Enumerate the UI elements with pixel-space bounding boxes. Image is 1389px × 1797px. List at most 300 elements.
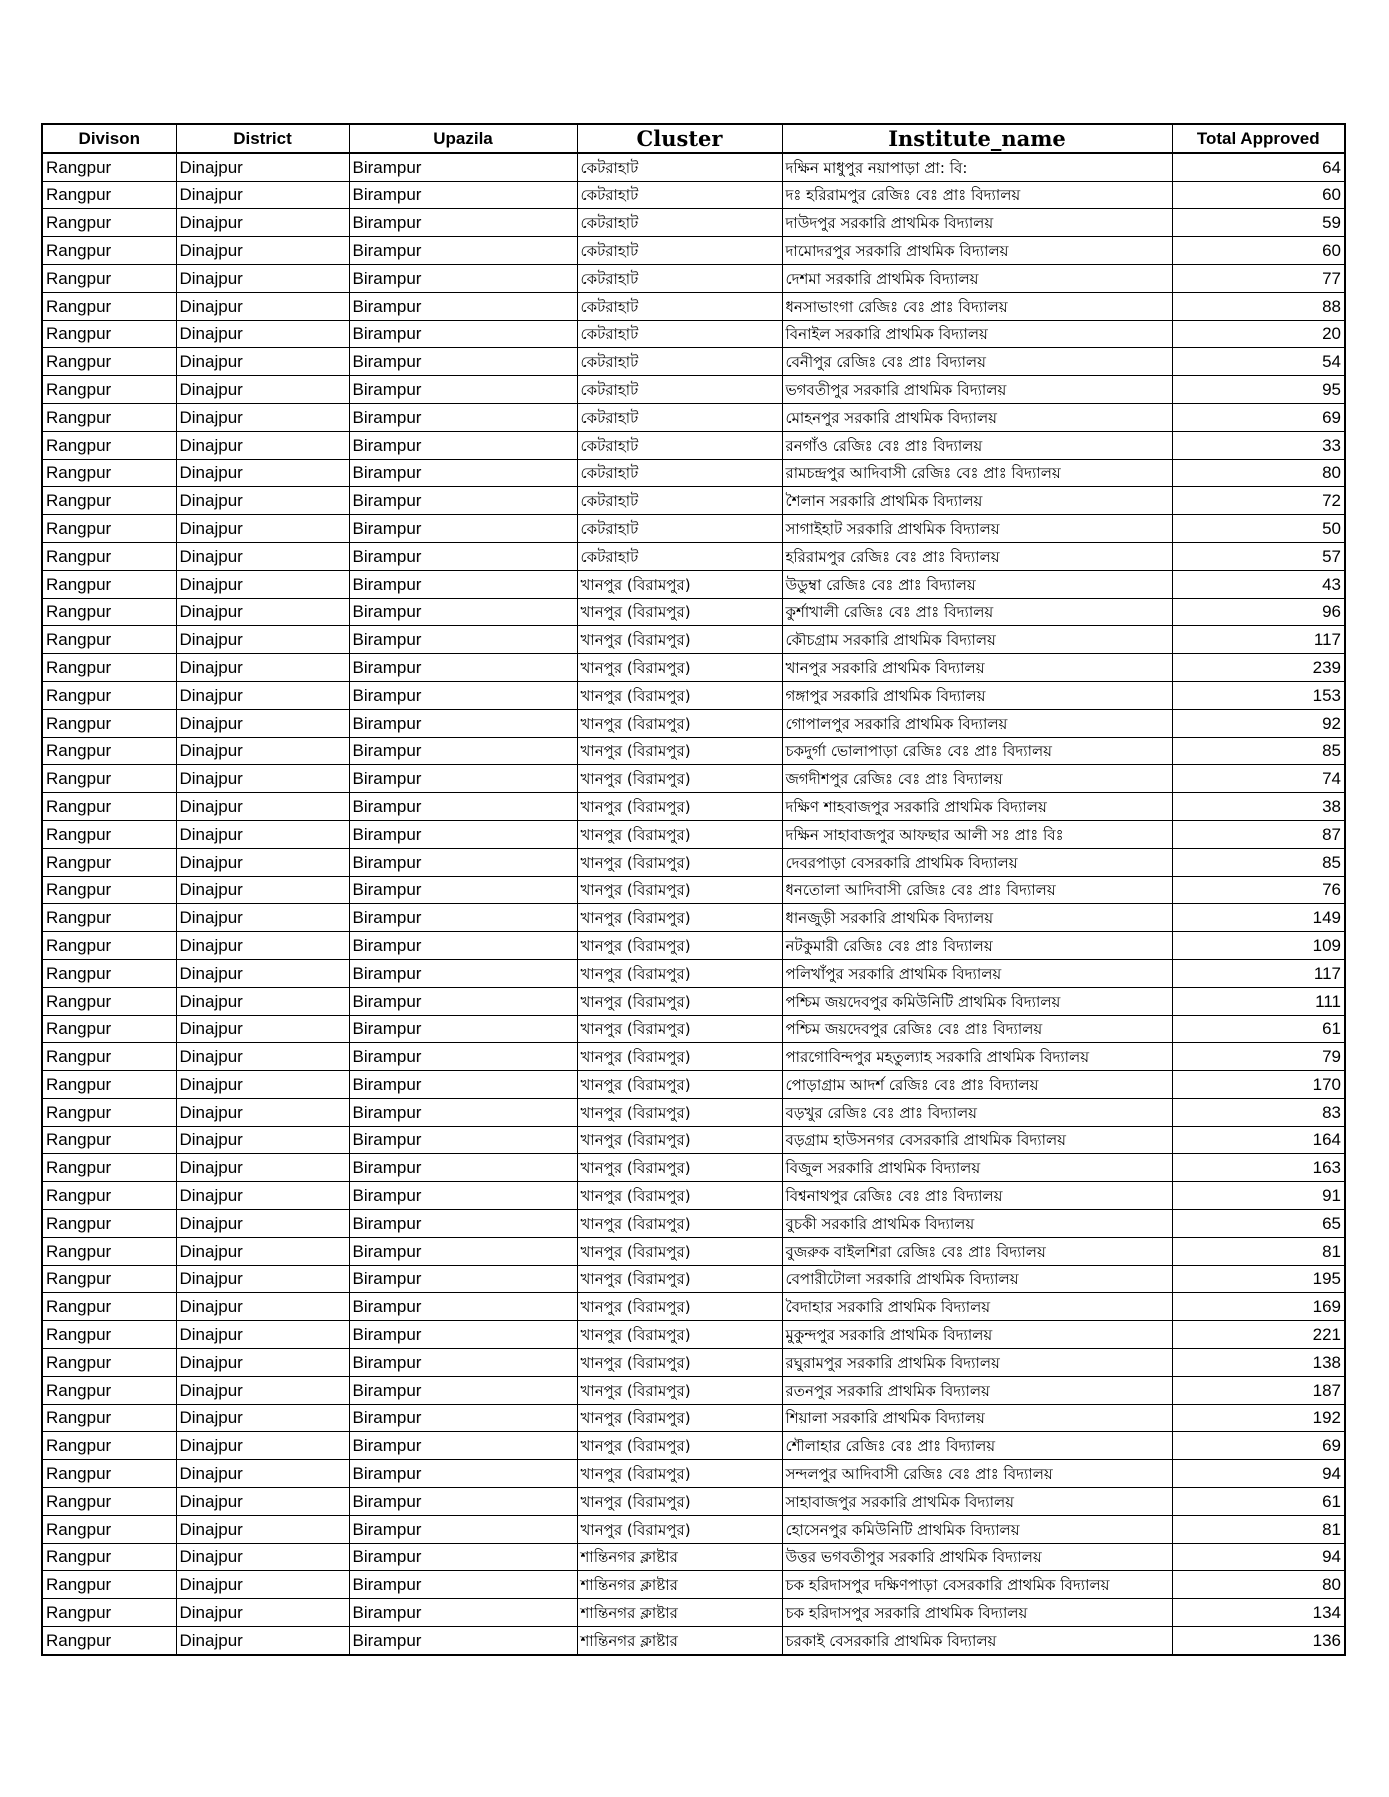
institute-name-cell: বড়গ্রাম হাউসনগর বেসরকারি প্রাথমিক বিদ্যালয় (782, 1126, 1172, 1154)
division-cell: Rangpur (42, 1071, 176, 1099)
cluster-cell: কেটরাহাট (577, 209, 782, 237)
cluster-cell: কেটরাহাট (577, 431, 782, 459)
institute-name-cell: মোহনপুর সরকারি প্রাথমিক বিদ্যালয় (782, 403, 1172, 431)
district-cell: Dinajpur (176, 793, 349, 821)
district-cell: Dinajpur (176, 876, 349, 904)
table-row (42, 654, 1345, 682)
cluster-cell: খানপুর (বিরামপুর) (577, 598, 782, 626)
division-cell: Rangpur (42, 1126, 176, 1154)
upazila-cell: Birampur (349, 542, 577, 570)
upazila-cell: Birampur (349, 459, 577, 487)
cluster-cell: খানপুর (বিরামপুর) (577, 1154, 782, 1182)
table-row (42, 932, 1345, 960)
division-cell: Rangpur (42, 515, 176, 543)
total-approved-cell: 239 (1172, 654, 1345, 682)
division-cell: Rangpur (42, 654, 176, 682)
cluster-cell: খানপুর (বিরামপুর) (577, 848, 782, 876)
division-cell: Rangpur (42, 1571, 176, 1599)
division-cell: Rangpur (42, 626, 176, 654)
total-approved-cell: 117 (1172, 626, 1345, 654)
cluster-cell: খানপুর (বিরামপুর) (577, 681, 782, 709)
upazila-cell: Birampur (349, 820, 577, 848)
header-institute-name: Institute_name (782, 124, 1172, 153)
cluster-cell: খানপুর (বিরামপুর) (577, 1432, 782, 1460)
cluster-cell: কেটরাহাট (577, 487, 782, 515)
cluster-cell: খানপুর (বিরামপুর) (577, 709, 782, 737)
district-cell: Dinajpur (176, 626, 349, 654)
district-cell: Dinajpur (176, 1182, 349, 1210)
upazila-cell: Birampur (349, 348, 577, 376)
cluster-cell: খানপুর (বিরামপুর) (577, 1265, 782, 1293)
institute-name-cell: দক্ষিন সাহাবাজপুর আফছার আলী সঃ প্রাঃ বিঃ (782, 820, 1172, 848)
cluster-cell: খানপুর (বিরামপুর) (577, 820, 782, 848)
table-row (42, 1349, 1345, 1377)
cluster-cell: কেটরাহাট (577, 459, 782, 487)
cluster-cell: শান্তিনগর ক্লাষ্টার (577, 1543, 782, 1571)
total-approved-cell: 69 (1172, 403, 1345, 431)
institute-name-cell: বেনীপুর রেজিঃ বেঃ প্রাঃ বিদ্যালয় (782, 348, 1172, 376)
header-upazila: Upazila (349, 124, 577, 153)
division-cell: Rangpur (42, 1349, 176, 1377)
cluster-cell: শান্তিনগর ক্লাষ্টার (577, 1599, 782, 1627)
institute-name-cell: পলিখাঁপুর সরকারি প্রাথমিক বিদ্যালয় (782, 959, 1172, 987)
institute-name-cell: ধনতোলা আদিবাসী রেজিঃ বেঃ প্রাঃ বিদ্যালয় (782, 876, 1172, 904)
table-row (42, 403, 1345, 431)
division-cell: Rangpur (42, 542, 176, 570)
district-cell: Dinajpur (176, 1432, 349, 1460)
table-row (42, 348, 1345, 376)
total-approved-cell: 79 (1172, 1043, 1345, 1071)
upazila-cell: Birampur (349, 765, 577, 793)
cluster-cell: খানপুর (বিরামপুর) (577, 1293, 782, 1321)
district-cell: Dinajpur (176, 264, 349, 292)
institute-name-cell: শৌলাহার রেজিঃ বেঃ প্রাঃ বিদ্যালয় (782, 1432, 1172, 1460)
upazila-cell: Birampur (349, 1627, 577, 1655)
district-cell: Dinajpur (176, 1571, 349, 1599)
cluster-cell: কেটরাহাট (577, 348, 782, 376)
upazila-cell: Birampur (349, 626, 577, 654)
division-cell: Rangpur (42, 737, 176, 765)
institute-name-cell: ভগবতীপুর সরকারি প্রাথমিক বিদ্যালয় (782, 376, 1172, 404)
division-cell: Rangpur (42, 320, 176, 348)
cluster-cell: খানপুর (বিরামপুর) (577, 1071, 782, 1099)
total-approved-cell: 61 (1172, 1015, 1345, 1043)
table-row (42, 1571, 1345, 1599)
district-cell: Dinajpur (176, 1321, 349, 1349)
division-cell: Rangpur (42, 1543, 176, 1571)
cluster-cell: কেটরাহাট (577, 320, 782, 348)
district-cell: Dinajpur (176, 709, 349, 737)
institute-name-cell: দাউদপুর সরকারি প্রাথমিক বিদ্যালয় (782, 209, 1172, 237)
district-cell: Dinajpur (176, 1376, 349, 1404)
table-row (42, 1154, 1345, 1182)
division-cell: Rangpur (42, 1376, 176, 1404)
table-row (42, 598, 1345, 626)
institute-name-cell: সাহাবাজপুর সরকারি প্রাথমিক বিদ্যালয় (782, 1488, 1172, 1516)
district-cell: Dinajpur (176, 1237, 349, 1265)
upazila-cell: Birampur (349, 1376, 577, 1404)
table-row (42, 793, 1345, 821)
total-approved-cell: 195 (1172, 1265, 1345, 1293)
cluster-cell: শান্তিনগর ক্লাষ্টার (577, 1627, 782, 1655)
cluster-cell: খানপুর (বিরামপুর) (577, 959, 782, 987)
institute-name-cell: বৈদাহার সরকারি প্রাথমিক বিদ্যালয় (782, 1293, 1172, 1321)
upazila-cell: Birampur (349, 737, 577, 765)
institute-name-cell: বড়খুর রেজিঃ বেঃ প্রাঃ বিদ্যালয় (782, 1098, 1172, 1126)
cluster-cell: শান্তিনগর ক্লাষ্টার (577, 1571, 782, 1599)
upazila-cell: Birampur (349, 1432, 577, 1460)
total-approved-cell: 83 (1172, 1098, 1345, 1126)
upazila-cell: Birampur (349, 1126, 577, 1154)
institute-name-cell: শিয়ালা সরকারি প্রাথমিক বিদ্যালয় (782, 1404, 1172, 1432)
district-cell: Dinajpur (176, 765, 349, 793)
district-cell: Dinajpur (176, 820, 349, 848)
total-approved-cell: 96 (1172, 598, 1345, 626)
upazila-cell: Birampur (349, 1154, 577, 1182)
total-approved-cell: 33 (1172, 431, 1345, 459)
total-approved-cell: 85 (1172, 737, 1345, 765)
upazila-cell: Birampur (349, 987, 577, 1015)
header-row (42, 124, 1345, 153)
district-cell: Dinajpur (176, 1043, 349, 1071)
cluster-cell: খানপুর (বিরামপুর) (577, 626, 782, 654)
header-division: Divison (42, 124, 176, 153)
district-cell: Dinajpur (176, 153, 349, 181)
institute-name-cell: দক্ষিণ শাহবাজপুর সরকারি প্রাথমিক বিদ্যালয় (782, 793, 1172, 821)
total-approved-cell: 20 (1172, 320, 1345, 348)
institute-name-cell: দামোদরপুর সরকারি প্রাথমিক বিদ্যালয় (782, 237, 1172, 265)
division-cell: Rangpur (42, 1515, 176, 1543)
cluster-cell: কেটরাহাট (577, 376, 782, 404)
institute-name-cell: রামচন্দ্রপুর আদিবাসী রেজিঃ বেঃ প্রাঃ বিদ্যালয় (782, 459, 1172, 487)
table-row (42, 1237, 1345, 1265)
cluster-cell: খানপুর (বিরামপুর) (577, 1015, 782, 1043)
institute-name-cell: মুকুন্দপুর সরকারি প্রাথমিক বিদ্যালয় (782, 1321, 1172, 1349)
institute-name-cell: রতনপুর সরকারি প্রাথমিক বিদ্যালয় (782, 1376, 1172, 1404)
total-approved-cell: 109 (1172, 932, 1345, 960)
table-row (42, 709, 1345, 737)
cluster-cell: কেটরাহাট (577, 403, 782, 431)
table-row (42, 431, 1345, 459)
cluster-cell: কেটরাহাট (577, 515, 782, 543)
institute-name-cell: উডুম্বা রেজিঃ বেঃ প্রাঃ বিদ্যালয় (782, 570, 1172, 598)
total-approved-cell: 134 (1172, 1599, 1345, 1627)
district-cell: Dinajpur (176, 487, 349, 515)
total-approved-cell: 64 (1172, 153, 1345, 181)
division-cell: Rangpur (42, 904, 176, 932)
header-district: District (176, 124, 349, 153)
cluster-cell: খানপুর (বিরামপুর) (577, 1237, 782, 1265)
division-cell: Rangpur (42, 487, 176, 515)
division-cell: Rangpur (42, 1599, 176, 1627)
district-cell: Dinajpur (176, 848, 349, 876)
district-cell: Dinajpur (176, 1515, 349, 1543)
cluster-cell: খানপুর (বিরামপুর) (577, 987, 782, 1015)
total-approved-cell: 80 (1172, 459, 1345, 487)
district-cell: Dinajpur (176, 654, 349, 682)
total-approved-cell: 192 (1172, 1404, 1345, 1432)
total-approved-cell: 138 (1172, 1349, 1345, 1377)
institute-name-cell: কৌচগ্রাম সরকারি প্রাথমিক বিদ্যালয় (782, 626, 1172, 654)
institute-name-cell: বুচকী সরকারি প্রাথমিক বিদ্যালয় (782, 1210, 1172, 1238)
upazila-cell: Birampur (349, 1293, 577, 1321)
institute-name-cell: হরিরামপুর রেজিঃ বেঃ প্রাঃ বিদ্যালয় (782, 542, 1172, 570)
total-approved-cell: 50 (1172, 515, 1345, 543)
district-cell: Dinajpur (176, 320, 349, 348)
division-cell: Rangpur (42, 1627, 176, 1655)
cluster-cell: কেটরাহাট (577, 542, 782, 570)
division-cell: Rangpur (42, 431, 176, 459)
division-cell: Rangpur (42, 1321, 176, 1349)
total-approved-cell: 74 (1172, 765, 1345, 793)
cluster-cell: কেটরাহাট (577, 264, 782, 292)
table-row (42, 959, 1345, 987)
upazila-cell: Birampur (349, 598, 577, 626)
table-row (42, 1515, 1345, 1543)
upazila-cell: Birampur (349, 181, 577, 209)
division-cell: Rangpur (42, 1488, 176, 1516)
table-row (42, 320, 1345, 348)
institute-name-cell: দেশমা সরকারি প্রাথমিক বিদ্যালয় (782, 264, 1172, 292)
division-cell: Rangpur (42, 848, 176, 876)
total-approved-cell: 43 (1172, 570, 1345, 598)
total-approved-cell: 94 (1172, 1460, 1345, 1488)
upazila-cell: Birampur (349, 376, 577, 404)
institute-name-cell: উত্তর ভগবতীপুর সরকারি প্রাথমিক বিদ্যালয় (782, 1543, 1172, 1571)
division-cell: Rangpur (42, 876, 176, 904)
cluster-cell: খানপুর (বিরামপুর) (577, 1488, 782, 1516)
district-cell: Dinajpur (176, 431, 349, 459)
upazila-cell: Birampur (349, 1098, 577, 1126)
institute-name-cell: ধনসাভাংগা রেজিঃ বেঃ প্রাঃ বিদ্যালয় (782, 292, 1172, 320)
institute-name-cell: পোড়াগ্রাম আদর্শ রেজিঃ বেঃ প্রাঃ বিদ্যালয় (782, 1071, 1172, 1099)
total-approved-cell: 61 (1172, 1488, 1345, 1516)
district-cell: Dinajpur (176, 348, 349, 376)
upazila-cell: Birampur (349, 1321, 577, 1349)
table-row (42, 1543, 1345, 1571)
total-approved-cell: 77 (1172, 264, 1345, 292)
table-row (42, 487, 1345, 515)
upazila-cell: Birampur (349, 904, 577, 932)
division-cell: Rangpur (42, 765, 176, 793)
total-approved-cell: 38 (1172, 793, 1345, 821)
upazila-cell: Birampur (349, 570, 577, 598)
upazila-cell: Birampur (349, 848, 577, 876)
institute-name-cell: শৈলান সরকারি প্রাথমিক বিদ্যালয় (782, 487, 1172, 515)
upazila-cell: Birampur (349, 1349, 577, 1377)
upazila-cell: Birampur (349, 431, 577, 459)
cluster-cell: খানপুর (বিরামপুর) (577, 765, 782, 793)
district-cell: Dinajpur (176, 1071, 349, 1099)
total-approved-cell: 88 (1172, 292, 1345, 320)
division-cell: Rangpur (42, 237, 176, 265)
institute-name-cell: দঃ হরিরামপুর রেজিঃ বেঃ প্রাঃ বিদ্যালয় (782, 181, 1172, 209)
cluster-cell: খানপুর (বিরামপুর) (577, 1460, 782, 1488)
cluster-cell: খানপুর (বিরামপুর) (577, 1376, 782, 1404)
upazila-cell: Birampur (349, 1182, 577, 1210)
table-row (42, 1071, 1345, 1099)
cluster-cell: কেটরাহাট (577, 181, 782, 209)
table-row (42, 459, 1345, 487)
institute-name-cell: দেবরপাড়া বেসরকারি প্রাথমিক বিদ্যালয় (782, 848, 1172, 876)
institute-name-cell: গোপালপুর সরকারি প্রাথমিক বিদ্যালয় (782, 709, 1172, 737)
table-row (42, 1488, 1345, 1516)
table-row (42, 1293, 1345, 1321)
total-approved-cell: 60 (1172, 237, 1345, 265)
upazila-cell: Birampur (349, 1404, 577, 1432)
table-row (42, 1210, 1345, 1238)
cluster-cell: খানপুর (বিরামপুর) (577, 932, 782, 960)
upazila-cell: Birampur (349, 654, 577, 682)
division-cell: Rangpur (42, 1432, 176, 1460)
institute-name-cell: ধানজুড়ী সরকারি প্রাথমিক বিদ্যালয় (782, 904, 1172, 932)
total-approved-cell: 149 (1172, 904, 1345, 932)
district-cell: Dinajpur (176, 1460, 349, 1488)
division-cell: Rangpur (42, 1404, 176, 1432)
upazila-cell: Birampur (349, 1543, 577, 1571)
district-cell: Dinajpur (176, 681, 349, 709)
cluster-cell: খানপুর (বিরামপুর) (577, 1126, 782, 1154)
header-total-approved: Total Approved (1172, 124, 1345, 153)
table-row (42, 904, 1345, 932)
institute-name-cell: বেপারীটোলা সরকারি প্রাথমিক বিদ্যালয় (782, 1265, 1172, 1293)
division-cell: Rangpur (42, 709, 176, 737)
total-approved-cell: 54 (1172, 348, 1345, 376)
table-row (42, 848, 1345, 876)
district-cell: Dinajpur (176, 459, 349, 487)
table-row (42, 626, 1345, 654)
institute-name-cell: বিশ্বনাথপুর রেজিঃ বেঃ প্রাঃ বিদ্যালয় (782, 1182, 1172, 1210)
institute-name-cell: জগদীশপুর রেজিঃ বেঃ প্রাঃ বিদ্যালয় (782, 765, 1172, 793)
total-approved-cell: 163 (1172, 1154, 1345, 1182)
upazila-cell: Birampur (349, 1488, 577, 1516)
upazila-cell: Birampur (349, 209, 577, 237)
division-cell: Rangpur (42, 403, 176, 431)
institute-name-cell: পশ্চিম জয়দেবপুর কমিউনিটি প্রাথমিক বিদ্যালয় (782, 987, 1172, 1015)
division-cell: Rangpur (42, 264, 176, 292)
district-cell: Dinajpur (176, 1599, 349, 1627)
institute-name-cell: বিজুল সরকারি প্রাথমিক বিদ্যালয় (782, 1154, 1172, 1182)
division-cell: Rangpur (42, 459, 176, 487)
cluster-cell: খানপুর (বিরামপুর) (577, 1210, 782, 1238)
total-approved-cell: 221 (1172, 1321, 1345, 1349)
district-cell: Dinajpur (176, 1404, 349, 1432)
division-cell: Rangpur (42, 292, 176, 320)
upazila-cell: Birampur (349, 1210, 577, 1238)
cluster-cell: খানপুর (বিরামপুর) (577, 654, 782, 682)
table-row (42, 1376, 1345, 1404)
institute-name-cell: রঘুরামপুর সরকারি প্রাথমিক বিদ্যালয় (782, 1349, 1172, 1377)
upazila-cell: Birampur (349, 1071, 577, 1099)
table-row (42, 1265, 1345, 1293)
table-row (42, 765, 1345, 793)
district-cell: Dinajpur (176, 737, 349, 765)
upazila-cell: Birampur (349, 1460, 577, 1488)
cluster-cell: কেটরাহাট (577, 153, 782, 181)
division-cell: Rangpur (42, 987, 176, 1015)
district-cell: Dinajpur (176, 1210, 349, 1238)
district-cell: Dinajpur (176, 403, 349, 431)
upazila-cell: Birampur (349, 237, 577, 265)
institute-name-cell: চক হরিদাসপুর দক্ষিণপাড়া বেসরকারি প্রাথমিক বিদ্যালয় (782, 1571, 1172, 1599)
upazila-cell: Birampur (349, 153, 577, 181)
district-cell: Dinajpur (176, 598, 349, 626)
institute-name-cell: হোসেনপুর কমিউনিটি প্রাথমিক বিদ্যালয় (782, 1515, 1172, 1543)
total-approved-cell: 60 (1172, 181, 1345, 209)
institute-name-cell: চক হরিদাসপুর সরকারি প্রাথমিক বিদ্যালয় (782, 1599, 1172, 1627)
institute-name-cell: বুজরুক বাইলশিরা রেজিঃ বেঃ প্রাঃ বিদ্যালয় (782, 1237, 1172, 1265)
table-row (42, 1460, 1345, 1488)
total-approved-cell: 187 (1172, 1376, 1345, 1404)
division-cell: Rangpur (42, 1460, 176, 1488)
table-row (42, 264, 1345, 292)
district-cell: Dinajpur (176, 209, 349, 237)
district-cell: Dinajpur (176, 515, 349, 543)
cluster-cell: খানপুর (বিরামপুর) (577, 737, 782, 765)
table-row (42, 515, 1345, 543)
institute-name-cell: বিনাইল সরকারি প্রাথমিক বিদ্যালয় (782, 320, 1172, 348)
institute-name-cell: পশ্চিম জয়দেবপুর রেজিঃ বেঃ প্রাঃ বিদ্যালয় (782, 1015, 1172, 1043)
institute-name-cell: গঙ্গাপুর সরকারি প্রাথমিক বিদ্যালয় (782, 681, 1172, 709)
upazila-cell: Birampur (349, 932, 577, 960)
division-cell: Rangpur (42, 348, 176, 376)
institute-name-cell: সন্দলপুর আদিবাসী রেজিঃ বেঃ প্রাঃ বিদ্যালয় (782, 1460, 1172, 1488)
district-cell: Dinajpur (176, 1349, 349, 1377)
total-approved-cell: 57 (1172, 542, 1345, 570)
table-row (42, 1321, 1345, 1349)
table-row (42, 1098, 1345, 1126)
data-table (41, 123, 1346, 1656)
total-approved-cell: 72 (1172, 487, 1345, 515)
total-approved-cell: 164 (1172, 1126, 1345, 1154)
district-cell: Dinajpur (176, 542, 349, 570)
institute-name-cell: নটকুমারী রেজিঃ বেঃ প্রাঃ বিদ্যালয় (782, 932, 1172, 960)
upazila-cell: Birampur (349, 709, 577, 737)
district-cell: Dinajpur (176, 1543, 349, 1571)
table-row (42, 1182, 1345, 1210)
institute-name-cell: পারগোবিন্দপুর মহতুল্যাহ সরকারি প্রাথমিক বিদ্যালয় (782, 1043, 1172, 1071)
table-row (42, 1599, 1345, 1627)
cluster-cell: খানপুর (বিরামপুর) (577, 1098, 782, 1126)
table-row (42, 153, 1345, 181)
table-row (42, 681, 1345, 709)
division-cell: Rangpur (42, 1265, 176, 1293)
cluster-cell: খানপুর (বিরামপুর) (577, 1515, 782, 1543)
division-cell: Rangpur (42, 209, 176, 237)
district-cell: Dinajpur (176, 1126, 349, 1154)
district-cell: Dinajpur (176, 1488, 349, 1516)
cluster-cell: খানপুর (বিরামপুর) (577, 793, 782, 821)
upazila-cell: Birampur (349, 515, 577, 543)
upazila-cell: Birampur (349, 1571, 577, 1599)
division-cell: Rangpur (42, 376, 176, 404)
district-cell: Dinajpur (176, 1154, 349, 1182)
total-approved-cell: 95 (1172, 376, 1345, 404)
upazila-cell: Birampur (349, 403, 577, 431)
total-approved-cell: 94 (1172, 1543, 1345, 1571)
upazila-cell: Birampur (349, 1237, 577, 1265)
table-row (42, 237, 1345, 265)
division-cell: Rangpur (42, 1237, 176, 1265)
cluster-cell: খানপুর (বিরামপুর) (577, 1404, 782, 1432)
division-cell: Rangpur (42, 681, 176, 709)
upazila-cell: Birampur (349, 1599, 577, 1627)
division-cell: Rangpur (42, 181, 176, 209)
total-approved-cell: 117 (1172, 959, 1345, 987)
table-row (42, 1043, 1345, 1071)
table-row (42, 376, 1345, 404)
total-approved-cell: 92 (1172, 709, 1345, 737)
